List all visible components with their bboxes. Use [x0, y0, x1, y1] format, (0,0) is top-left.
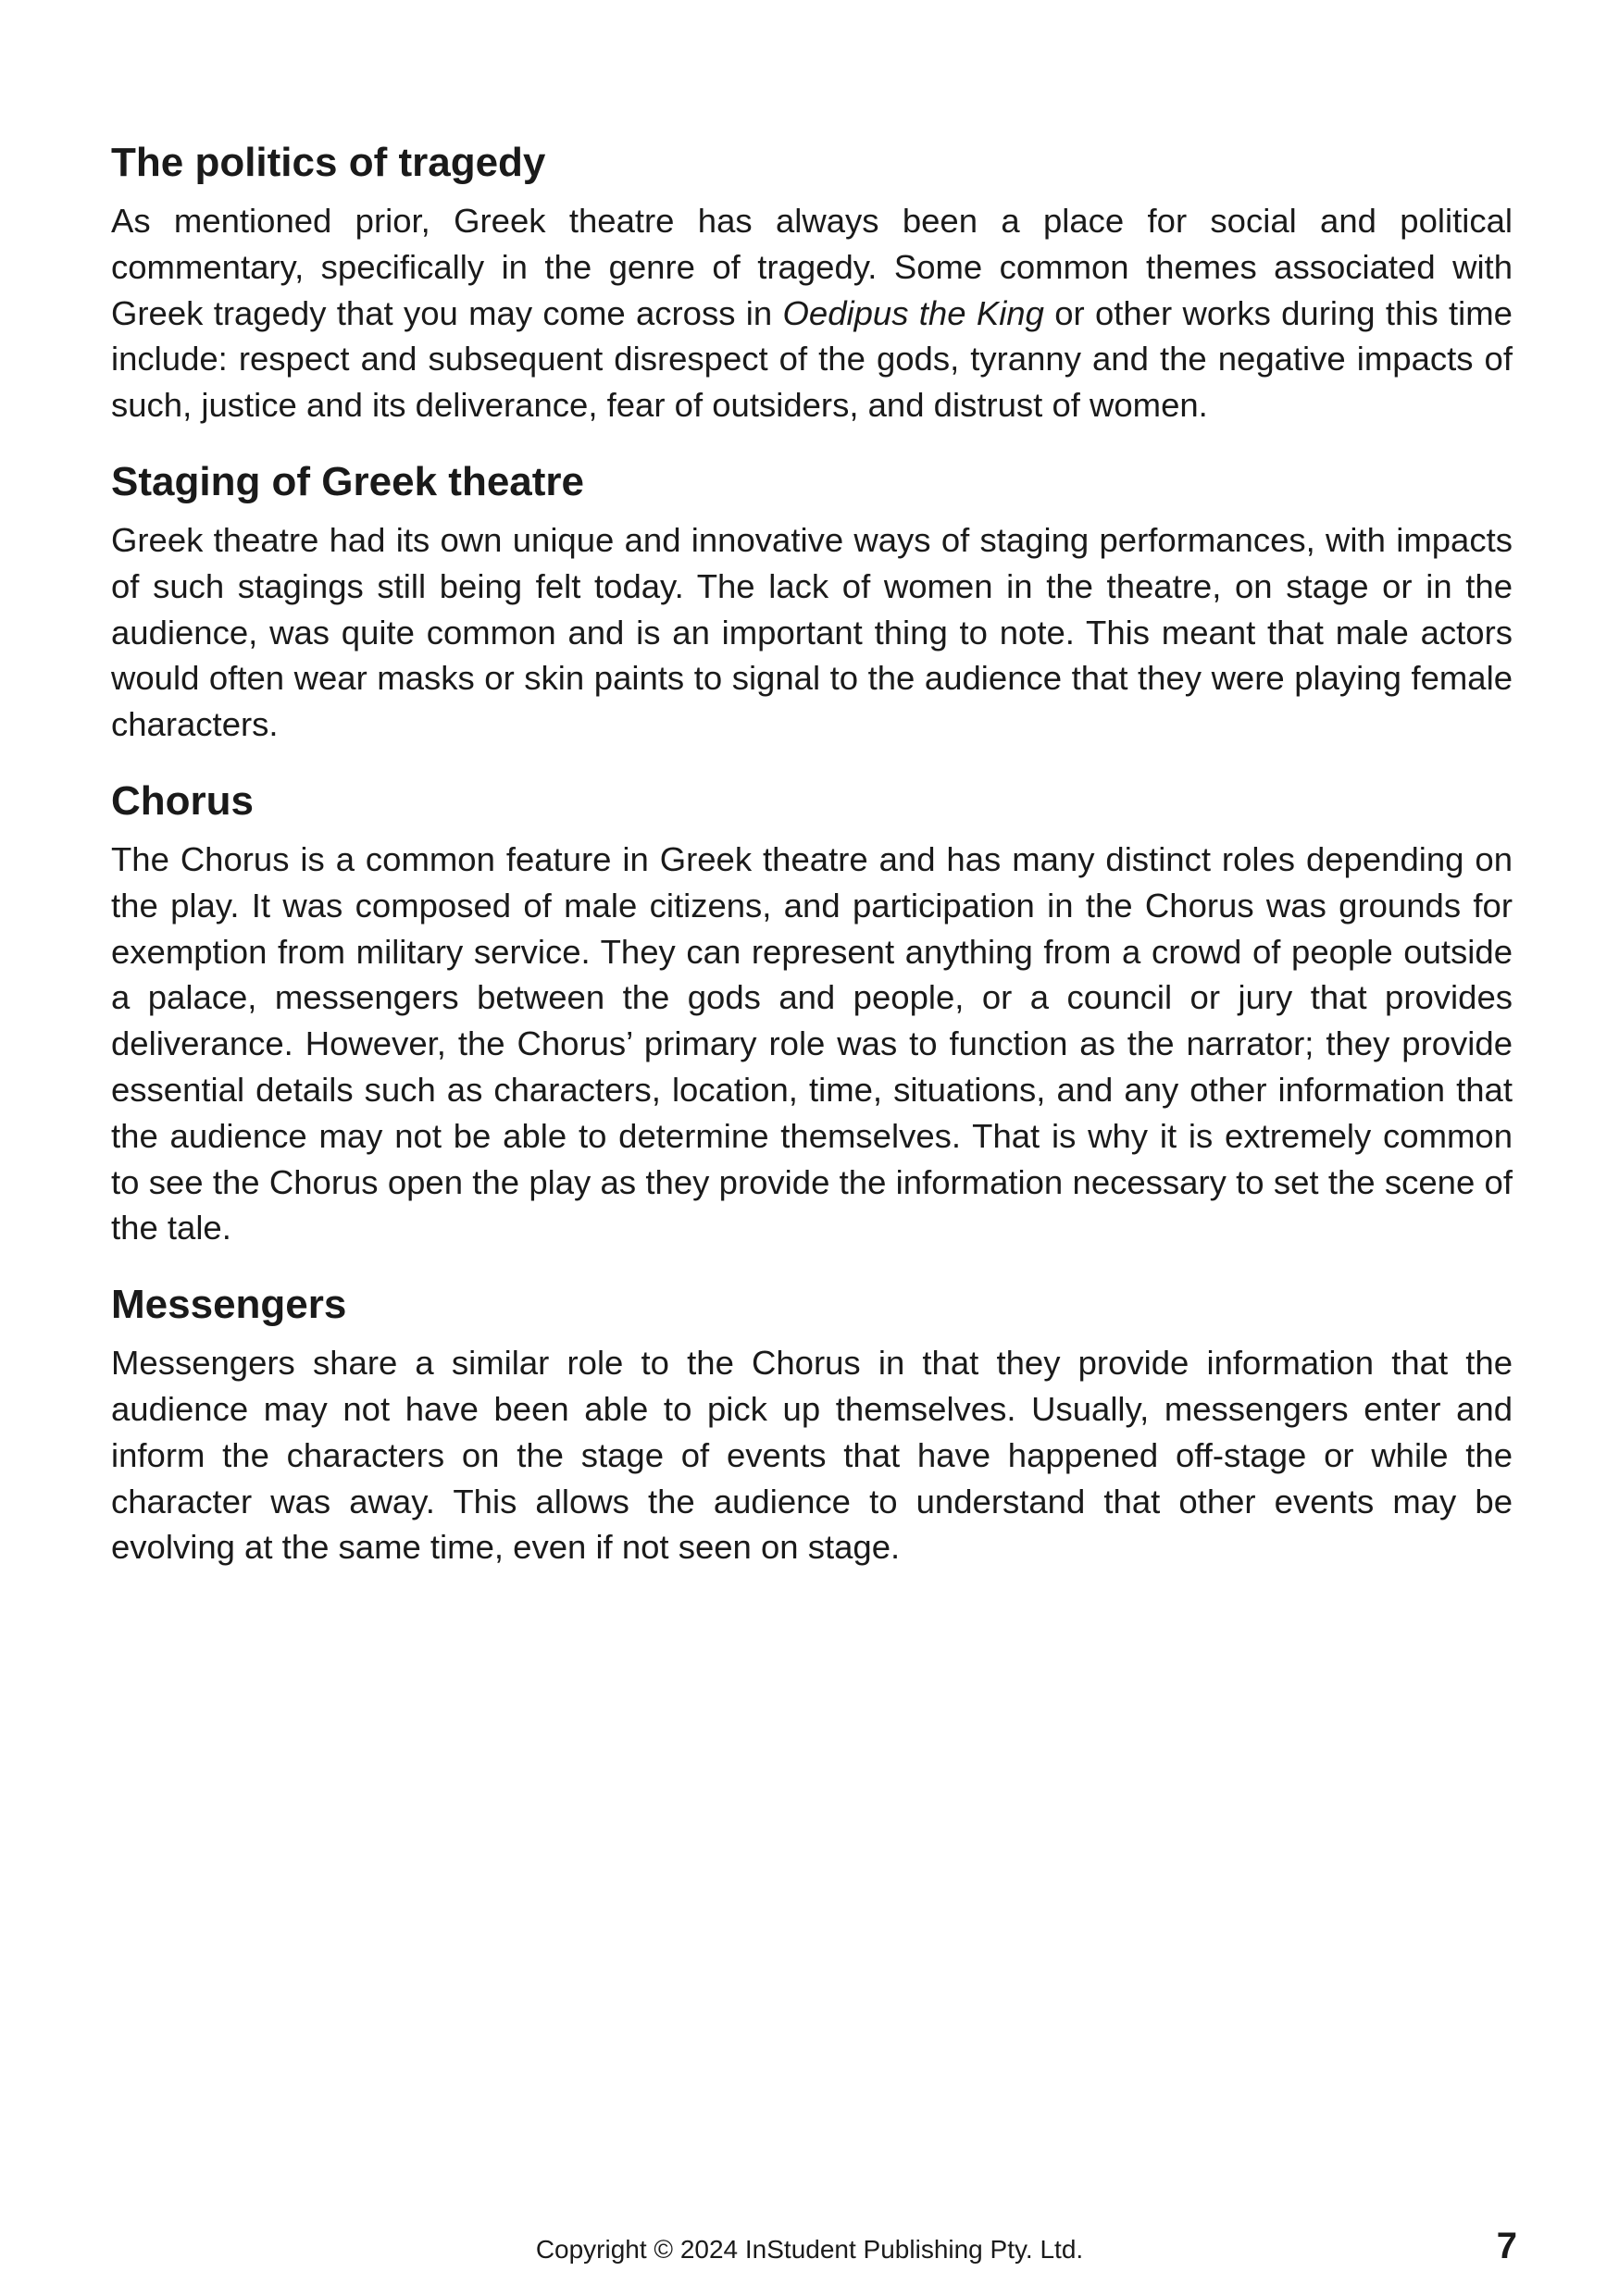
section-body: The Chorus is a common feature in Greek theatre and has many distinct roles depending on the play. It was composed of male citizens, and participation in the Chorus was grounds for exemption from military service. They can represent anything from a crowd of people outside a palace, messengers between the gods and people, or a council or jury that provides deliverance. However, the Chorus’ primary role was to function as the narrator; they provide essential details such as characters, location, time, situations, and any other information that the audience may not be able to determine themselves. That is why it is extremely common to see the Chorus open the play as they provide the information necessary to set the scene of the tale. — [111, 839, 1513, 1247]
page-footer — [0, 2226, 1619, 2272]
section-heading: Staging of Greek theatre — [111, 458, 585, 504]
section-politics-of-tragedy — [111, 137, 1513, 428]
section-staging-of-greek-theatre — [111, 456, 1513, 748]
page-content — [111, 137, 1513, 1598]
section-chorus — [111, 776, 1513, 1251]
body-text: or other works during this time include: respect and subsequent disrespect of the gods, tyranny and the negative impacts of such, justice and its deliverance, fear of outsiders, and distrust of women. — [111, 293, 1513, 425]
section-body: Messengers share a similar role to the Chorus in that they provide information that the audience may not have been able to pick up themselves. Usually, messengers enter and inform the characters on the stage of events that have happened off-stage or while the character was away. This allows the audience to understand that other events may be evolving at the same time, even if not seen on stage. — [111, 1344, 1513, 1567]
section-body — [111, 198, 1513, 428]
page-number: 7 — [1496, 2226, 1517, 2266]
section-body: Greek theatre had its own unique and innovative ways of staging performances, with impacts of such stagings still being felt today. The lack of women in the theatre, on stage or in the audience, was quite common and is an important thing to note. This meant that male actors would often wear masks or skin paints to signal to the audience that they were playing female characters. — [111, 520, 1513, 744]
section-messengers — [111, 1279, 1513, 1570]
section-heading: Chorus — [111, 777, 254, 824]
play-title: Oedipus the King — [782, 293, 1044, 332]
section-heading: The politics of tragedy — [111, 140, 546, 185]
section-heading: Messengers — [111, 1282, 347, 1328]
copyright-notice: Copyright © 2024 InStudent Publishing Pty. Ltd. — [535, 2235, 1084, 2264]
body-text: As mentioned prior, Greek theatre has always been a place for social and political commentary, specifically in the genre of tragedy. Some common themes associated with Greek tragedy that you may come across in — [111, 202, 1513, 332]
